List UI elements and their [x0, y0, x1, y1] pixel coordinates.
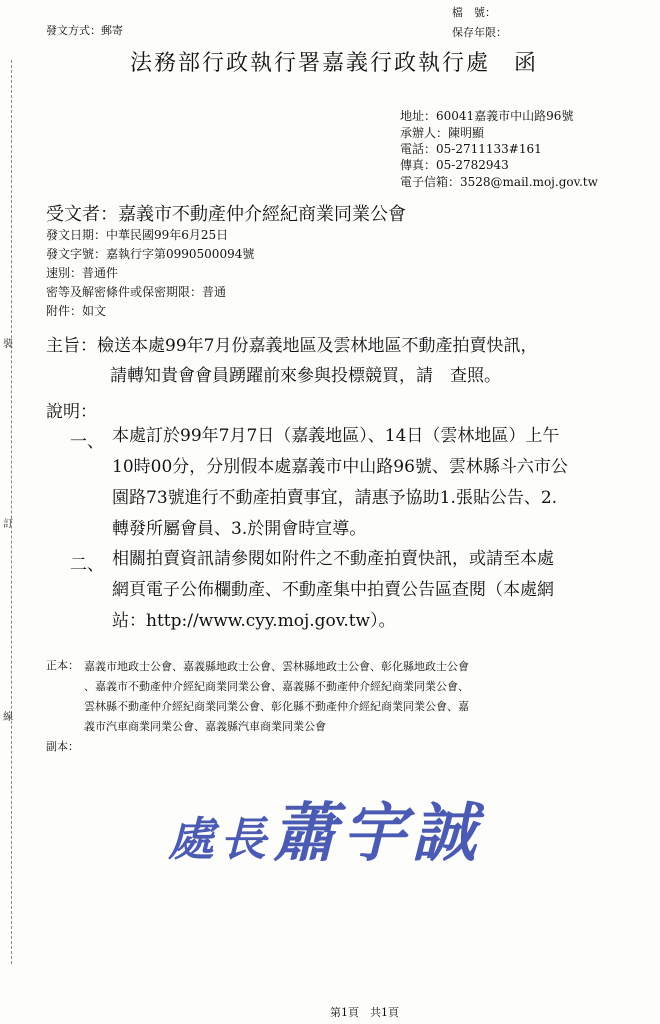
contact-fax: 傳真：05-2782943 [400, 158, 509, 172]
cc-main-list [84, 657, 469, 737]
contact-phone: 電話：05-2711133#161 [400, 142, 542, 156]
item-line: 園路73號進行不動產拍賣事宜，請惠予協助1.張貼公告、2. [112, 488, 558, 508]
item-number: 二、 [70, 555, 104, 575]
cc-main-label: 正本： [46, 659, 79, 672]
cc-line: 義市汽車商業同業公會、嘉義縣汽車商業同業公會 [84, 720, 326, 733]
delivery-speed: 速別：普通件 [46, 266, 119, 280]
explain-item-2 [112, 544, 554, 637]
contact-address: 地址：60041嘉義市中山路96號 [400, 109, 574, 123]
margin-char-3: 線 [3, 712, 13, 723]
item-line: 轉發所屬會員、3.於開會時宣導。 [112, 519, 367, 539]
cc-copy-label: 副本： [46, 740, 79, 753]
explain-label: 說明： [46, 402, 97, 422]
item-line: 網頁電子公佈欄動產、不動產集中拍賣公告區查閱（本處網 [112, 580, 554, 600]
attachment: 附件：如文 [46, 304, 107, 318]
contact-handler: 承辦人：陳明顯 [400, 126, 485, 140]
subject-line-1: 檢送本處99年7月份嘉義地區及雲林地區不動產拍賣快訊， [97, 336, 538, 356]
binding-line [11, 60, 12, 964]
issue-date: 發文日期：中華民國99年6月25日 [46, 228, 229, 242]
document-title: 法務部行政執行署嘉義行政執行處 函 [130, 51, 539, 76]
margin-char-1: 裝 [3, 339, 13, 350]
item-line: 站：http://www.cyy.moj.gov.tw）。 [112, 611, 396, 631]
file-number: 檔 號： [452, 6, 496, 19]
director-seal [168, 782, 482, 874]
seal-name: 蕭宇誠 [272, 796, 482, 871]
explain-item-1 [112, 421, 568, 545]
recipient: 受文者：嘉義市不動產仲介經紀商業同業公會 [46, 204, 406, 225]
cc-line: 雲林縣不動產仲介經紀商業同業公會、彰化縣不動產仲介經紀商業同業公會、嘉 [84, 700, 469, 713]
page-number: 第1頁 共1頁 [330, 1006, 399, 1019]
item-line: 相關拍賣資訊請參閱如附件之不動產拍賣快訊，或請至本處 [112, 549, 554, 569]
item-line: 本處訂於99年7月7日（嘉義地區）、14日（雲林地區）上午 [112, 426, 560, 446]
margin-char-2: 訂 [3, 519, 13, 530]
subject-label: 主旨： [46, 336, 97, 356]
subject-line-2: 請轉知貴會會員踴躍前來參與投標競買，請 查照。 [110, 366, 501, 386]
contact-email: 電子信箱：3528@mail.moj.gov.tw [400, 175, 598, 189]
send-method: 發文方式：郵寄 [46, 24, 123, 37]
cc-line: 、嘉義市不動產仲介經紀商業同業公會、嘉義縣不動產仲介經紀商業同業公會、 [84, 680, 469, 693]
retention-period: 保存年限： [452, 26, 507, 39]
item-line: 10時00分，分別假本處嘉義市中山路96號、雲林縣斗六市公 [112, 457, 568, 477]
doc-number: 發文字號：嘉執行字第0990500094號 [46, 247, 255, 261]
secrecy-level: 密等及解密條件或保密期限：普通 [46, 285, 227, 299]
cc-line: 嘉義市地政士公會、嘉義縣地政士公會、雲林縣地政士公會、彰化縣地政士公會 [84, 660, 469, 673]
seal-title: 處長 [168, 812, 272, 866]
item-number: 一、 [70, 432, 104, 452]
